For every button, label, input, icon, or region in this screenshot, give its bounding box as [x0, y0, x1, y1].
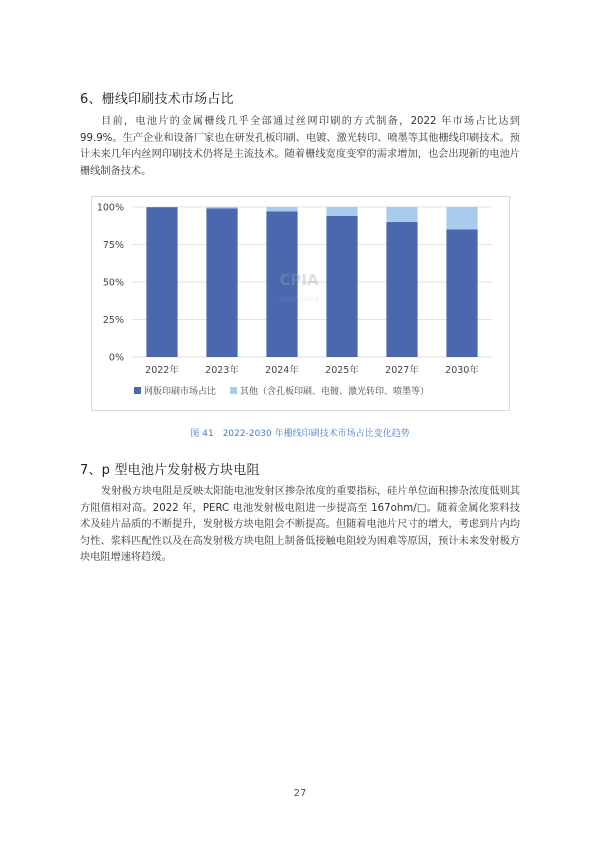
section-7-paragraph: [80, 484, 520, 567]
y-tick-label: 100%: [96, 202, 124, 214]
watermark-subtext: 中国光伏行业协会: [278, 297, 320, 303]
figure-caption: 图 41 2022-2030 年栅线印刷技术市场占比变化趋势: [190, 429, 410, 439]
section-7-heading: 7、p 型电池片发射极方块电阻: [80, 463, 260, 478]
y-axis-labels: [97, 203, 124, 364]
x-tick-label: 2023年: [205, 365, 239, 376]
x-tick-label: 2030年: [445, 365, 479, 376]
legend-swatch: [134, 387, 141, 394]
bar-segment: [446, 230, 477, 358]
section-7-paragraph-text: 发射极方块电阻是反映太阳能电池发射区掺杂浓度的重要指标，硅片单位面积掺杂浓度低则其方阻值相对高。2022 年，PERC 电池发射极电阻进一步提高至 167ohm/□。随着金属化浆料技术及硅片品质的不断提升，发射极方块电阻会不断提高。但随着电池片尺寸的增大，考虑到片内均匀性、浆料匹配性以及在高发射极方块电阻上制备低接触电阻较为困难等原因，预计未来发射极方块电阻增速将趋缓。: [80, 486, 520, 563]
legend-swatch: [230, 387, 237, 394]
bar-segment: [386, 222, 417, 357]
chart-legend: [134, 385, 429, 397]
bar-segment: [206, 207, 237, 209]
bar-segment: [146, 207, 177, 357]
section-6-paragraph-text: 目前，电池片的金属栅线几乎全部通过丝网印刷的方式制备，2022 年市场占比达到 99.9%。生产企业和设备厂家也在研发孔板印刷、电镀、激光转印、喷墨等其他栅线印刷技术。预计未来几年内丝网印刷技术仍将是主流技术。随着栅线宽度变窄的需求增加，也会出现新的电池片栅线制备技术。: [80, 116, 520, 177]
x-tick-label: 2027年: [385, 365, 419, 376]
legend-label: 其他（含孔板印刷、电镀、激光转印、喷墨等）: [240, 387, 430, 397]
legend-label: 网版印刷市场占比: [144, 387, 217, 397]
x-tick-label: 2022年: [145, 365, 179, 376]
cpia-watermark: [279, 271, 319, 303]
x-axis-labels: [145, 364, 479, 376]
bar-segment: [206, 209, 237, 358]
bar-segment: [326, 207, 357, 216]
chart-frame: [91, 196, 510, 411]
y-tick-label: 50%: [102, 277, 124, 289]
bar-segment: [386, 207, 417, 222]
section-6-heading: 6、栅线印刷技术市场占比: [80, 92, 234, 107]
y-tick-label: 25%: [102, 315, 124, 326]
y-tick-label: 0%: [108, 352, 124, 364]
y-tick-label: 75%: [102, 240, 124, 251]
watermark-logo-text: CPIA: [279, 271, 319, 289]
x-tick-label: 2025年: [325, 365, 359, 376]
section-6-paragraph: [80, 114, 520, 180]
stacked-bar-chart: [92, 197, 509, 410]
x-tick-label: 2024年: [265, 365, 299, 376]
bar-segment: [266, 207, 297, 212]
bar-segment: [446, 207, 477, 230]
bar-segment: [326, 216, 357, 357]
page-number: 27: [293, 788, 307, 799]
